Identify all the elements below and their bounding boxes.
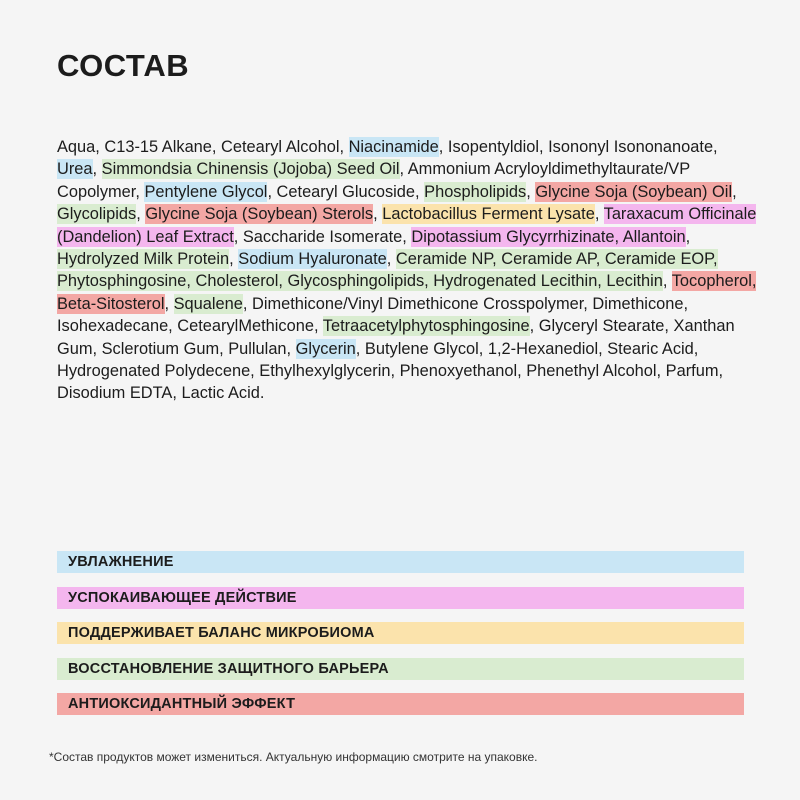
ingredient-text: , Cetearyl Glucoside,	[267, 182, 425, 201]
highlighted-ingredient: Glycolipids	[57, 205, 137, 224]
highlighted-ingredient: Glycine Soja (Soybean) Sterols	[145, 205, 374, 224]
legend-item: ВОССТАНОВЛЕНИЕ ЗАЩИТНОГО БАРЬЕРА	[57, 658, 744, 680]
highlighted-ingredient: Niacinamide	[348, 138, 439, 156]
highlighted-ingredient: Simmondsia Chinensis (Jojoba) Seed Oil	[101, 160, 400, 179]
highlighted-ingredient: Tetraacetylphytosphingosine	[322, 317, 530, 336]
ingredient-text: ,	[685, 227, 691, 246]
legend-item: УСПОКАИВАЮЩЕЕ ДЕЙСТВИЕ	[57, 587, 744, 609]
highlighted-ingredient: Glycerin	[295, 339, 356, 358]
ingredient-text: Aqua, C13-15 Alkane, Cetearyl Alcohol,	[57, 138, 349, 156]
ingredient-text: ,	[136, 205, 146, 224]
ingredient-text: , Butylene Glycol, 1,2-Hexanediol, Stearic Acid, Hydrogenated Polydecene, Ethylhexylglycerin, Phenoxyethanol, Phenethyl Alcohol, Parfum, Disodium EDTA, Lactic Acid.	[57, 339, 724, 403]
legend-item: УВЛАЖНЕНИЕ	[57, 551, 744, 573]
ingredient-text: , Saccharide Isomerate,	[233, 227, 412, 246]
highlighted-ingredient: Phospholipids	[424, 182, 527, 201]
footnote: *Состав продуктов может измениться. Актуальную информацию смотрите на упаковке.	[49, 750, 538, 764]
ingredient-text: ,	[662, 272, 672, 291]
ingredient-text: , Dimethicone/Vinyl Dimethicone Crosspolymer, Dimethicone, Isohexadecane, CetearylMethicone,	[57, 294, 689, 336]
highlighted-ingredient: Glycine Soja (Soybean) Oil	[535, 182, 733, 201]
ingredient-text: , Ammonium Acryloyldimethyltaurate/VP Copolymer,	[57, 160, 690, 201]
highlighted-ingredient: Pentylene Glycol	[144, 182, 268, 201]
legend	[57, 551, 744, 729]
highlighted-ingredient: Ceramide NP, Ceramide AP, Ceramide EOP, Phytosphingosine, Cholesterol, Glycosphingolipids, Hydrogenated Lecithin, Lecithin	[57, 250, 718, 291]
highlighted-ingredient: Lactobacillus Ferment Lysate	[382, 205, 595, 224]
legend-item: АНТИОКСИДАНТНЫЙ ЭФФЕКТ	[57, 693, 744, 715]
highlighted-ingredient: Squalene	[173, 294, 243, 313]
highlighted-ingredient: Sodium Hyaluronate	[238, 250, 387, 269]
ingredient-text: ,	[164, 294, 174, 313]
highlighted-ingredient: Hydrolyzed Milk Protein	[57, 250, 230, 269]
ingredient-text: ,	[594, 205, 604, 224]
highlighted-ingredient: Dipotassium Glycyrrhizinate, Allantoin	[411, 227, 686, 246]
ingredients-list	[57, 136, 757, 405]
page-title: СОСТАВ	[57, 48, 190, 83]
ingredient-text: , Glyceryl Stearate, Xanthan Gum, Sclerotium Gum, Pullulan,	[57, 317, 735, 358]
ingredient-text: ,	[386, 250, 396, 269]
ingredient-text: ,	[732, 182, 737, 201]
legend-item: ПОДДЕРЖИВАЕТ БАЛАНС МИКРОБИОМА	[57, 622, 744, 644]
ingredient-text: , Isopentyldiol, Isononyl Isononanoate,	[438, 138, 718, 156]
highlighted-ingredient: Tocopherol, Beta-Sitosterol	[57, 272, 757, 313]
ingredient-text: ,	[373, 205, 383, 224]
ingredient-text: ,	[526, 182, 536, 201]
ingredient-text: ,	[229, 250, 239, 269]
highlighted-ingredient: Taraxacum Officinale (Dandelion) Leaf Extract	[57, 205, 757, 246]
ingredient-text: ,	[92, 160, 102, 179]
highlighted-ingredient: Urea	[57, 160, 93, 179]
